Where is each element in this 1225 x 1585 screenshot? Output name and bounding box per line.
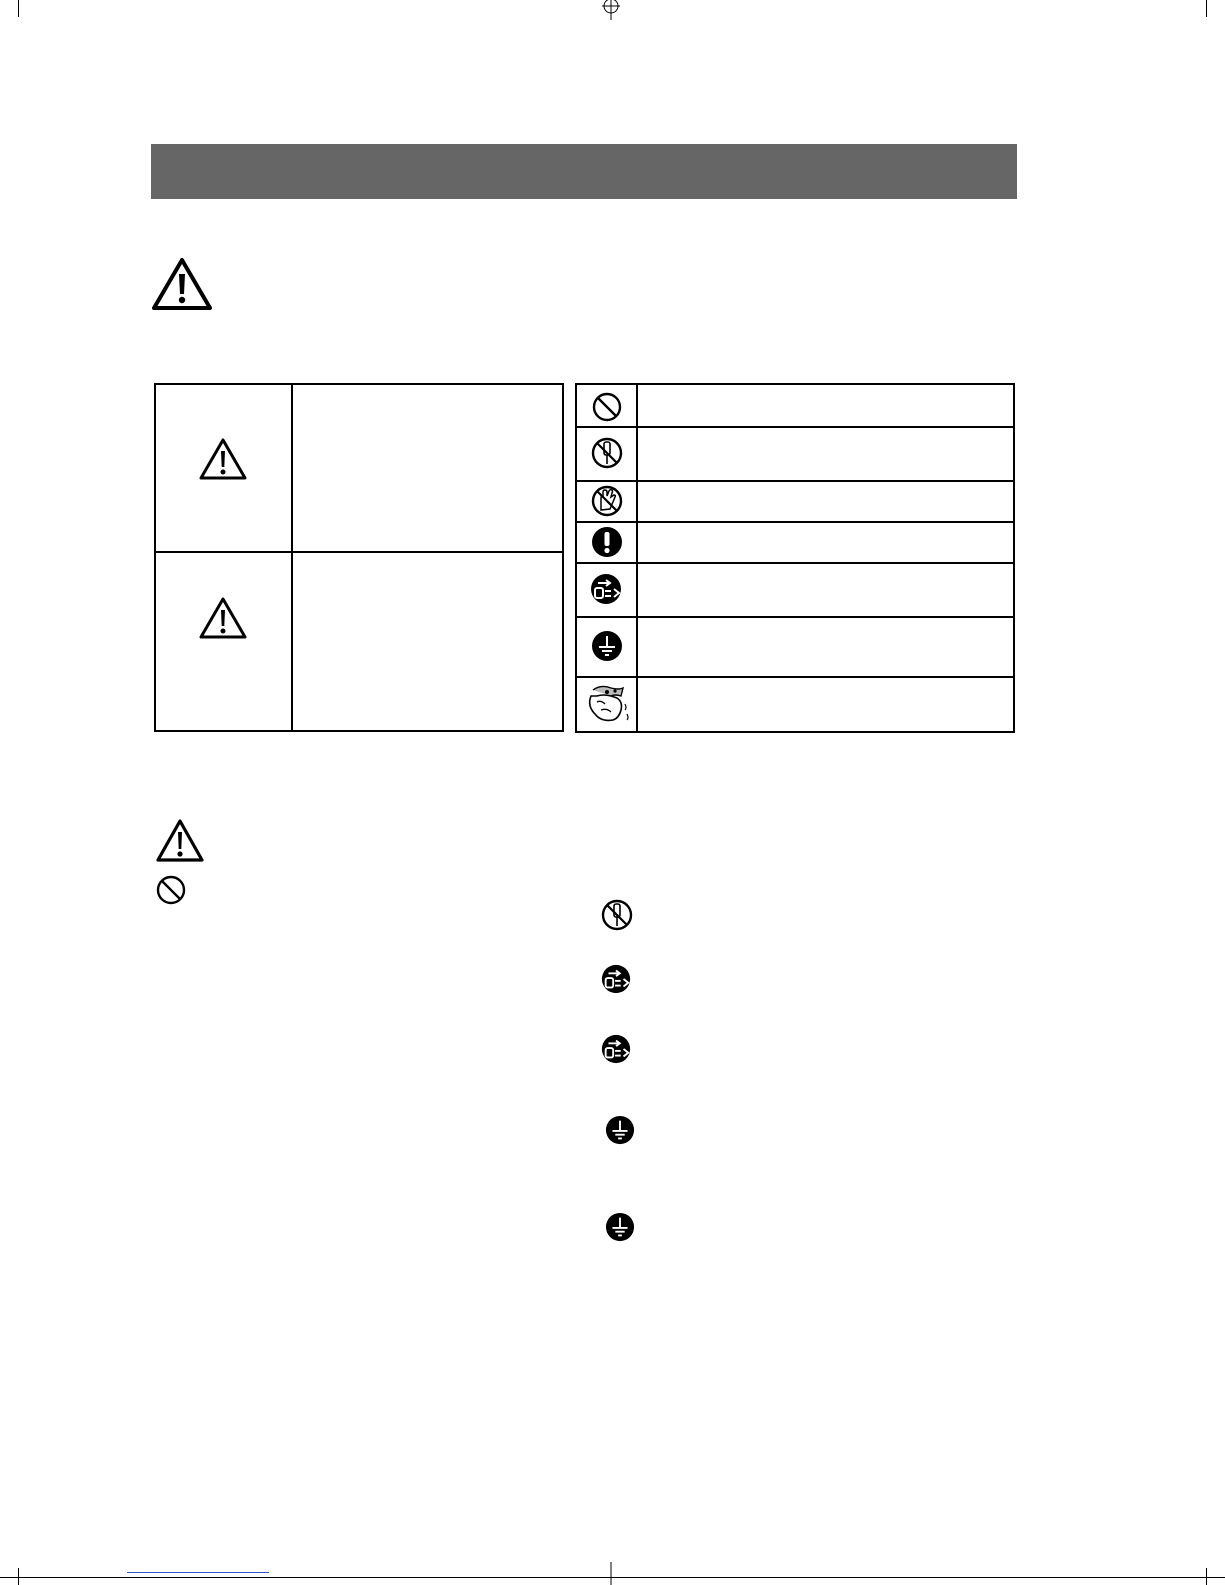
no-disassembly-icon	[600, 898, 634, 932]
unplug-icon	[600, 963, 632, 995]
crop-mark	[18, 0, 19, 17]
table-divider	[577, 426, 1013, 428]
registration-mark	[600, 1562, 622, 1585]
table-divider	[577, 521, 1013, 523]
table-divider	[291, 385, 293, 730]
table-divider	[636, 385, 638, 731]
wet-hands-icon	[581, 680, 631, 728]
do-not-touch-icon	[590, 484, 624, 518]
prohibited-icon	[155, 874, 187, 906]
warning-triangle-icon	[151, 256, 213, 312]
table-divider	[156, 551, 291, 553]
table-divider	[577, 616, 1013, 618]
header-bar	[151, 144, 1017, 199]
table-divider	[577, 676, 1013, 678]
warning-triangle-icon	[198, 596, 248, 641]
unplug-icon	[600, 1033, 632, 1065]
ground-icon	[605, 1212, 635, 1242]
warning-triangle-icon	[155, 818, 205, 864]
prohibited-icon	[591, 391, 623, 423]
table-divider	[577, 480, 1013, 482]
footer-link-underline	[127, 1572, 269, 1573]
registration-mark	[600, 0, 622, 22]
symbol-table	[575, 383, 1015, 733]
signal-word-table	[154, 383, 564, 732]
table-divider	[291, 551, 562, 553]
unplug-icon	[589, 572, 623, 606]
table-divider	[577, 562, 1013, 564]
ground-icon	[591, 630, 623, 662]
crop-mark	[1206, 0, 1207, 17]
warning-triangle-icon	[198, 437, 248, 482]
no-disassembly-icon	[590, 436, 624, 470]
mandatory-action-icon	[591, 526, 623, 558]
ground-icon	[605, 1115, 635, 1145]
